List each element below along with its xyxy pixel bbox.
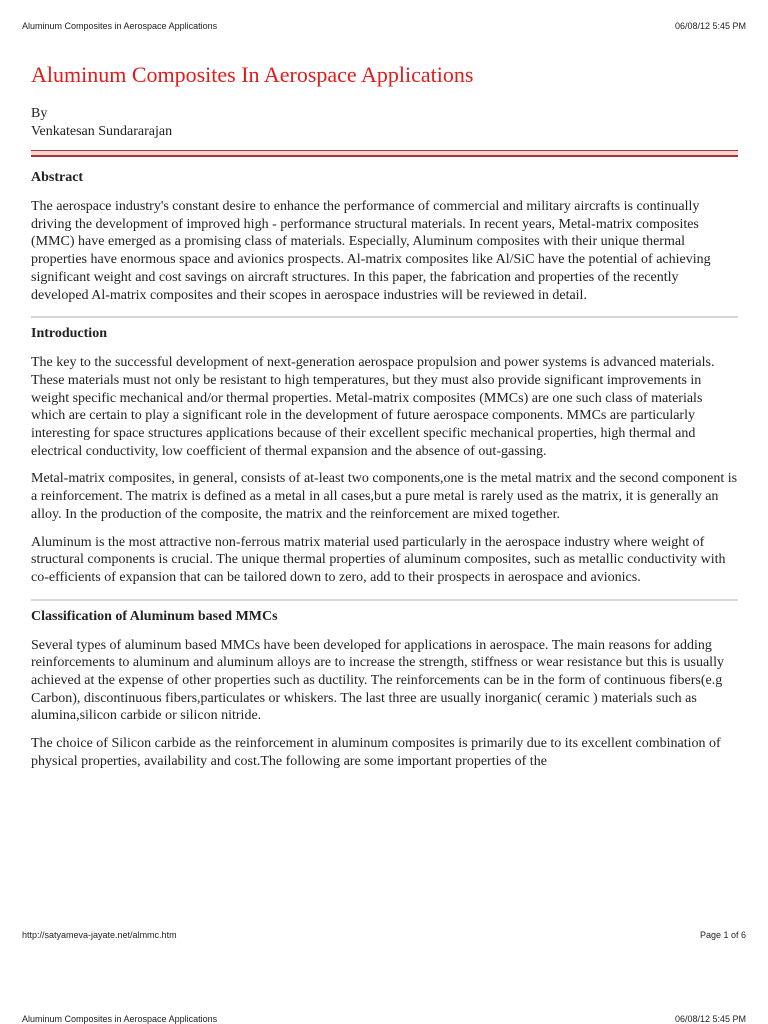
- section-divider: [31, 316, 738, 318]
- author-name: Venkatesan Sundararajan: [31, 124, 173, 139]
- page-indicator: Page 1 of 6: [699, 930, 746, 940]
- classification-paragraph-1: Several types of aluminum based MMCs have been developed for applications in aerospace. The main reasons for adding reinforcements to aluminum and aluminum alloys are to increase the strength, stiffness or wear resistance but this is usually achieved at the expense of other properties such as ductility. The reinforcements can be in the form of continuous fibers(e.g Carbon), discontinuous fibers,particulates or whiskers. The last three are usually inorganic( ceramic ) materials such as alumina,silicon carbide or silicon nitride.: [31, 637, 724, 724]
- print-header: [22, 22, 746, 31]
- classification-paragraph-2: The choice of Silicon carbide as the reinforcement in aluminum composites is primarily due to its excellent combination of physical properties, availability and cost.The following are some important properties of the: [31, 736, 721, 769]
- byline: [31, 105, 738, 141]
- section-divider: [31, 599, 738, 601]
- section-heading-introduction: Introduction: [31, 326, 107, 342]
- abstract-paragraph: The aerospace industry's constant desire to enhance the performance of commercial and military aircrafts is continually driving the development of improved high - performance structural materials. In recent years, Metal-matrix composites (MMC) have emerged as a promising class of materials. Especially, Aluminum composites with their unique thermal properties have enormous space and avionics prospects. Al-matrix composites like Al/SiC have the potential of achieving significant weight and cost savings on aircraft structures. In this paper, the fabrication and properties of the recently developed Al-matrix composites and their scopes in aerospace industries will be reviewed in detail.: [31, 199, 711, 303]
- by-label: By: [31, 106, 48, 121]
- title-divider: [31, 150, 738, 157]
- introduction-paragraph-2: Metal-matrix composites, in general, consists of at-least two components,one is the metal matrix and the second component is a reinforcement. The matrix is defined as a metal in all cases,but a pure metal is rarely used as the matrix, it is generally an alloy. In the production of the composite, the matrix and the reinforcement are mixed together.: [31, 471, 738, 522]
- page-title: Aluminum Composites In Aerospace Applications: [31, 62, 474, 87]
- introduction-paragraph-3: Aluminum is the most attractive non-ferrous matrix material used particularly in the aerospace industry where weight of structural components is crucial. The unique thermal properties of aluminum composites, such as metallic conductivity with co-efficients of expansion that can be tailored down to zero, add to their prospects in aerospace and avionics.: [31, 534, 726, 585]
- print-header-title: Aluminum Composites in Aerospace Applications: [22, 21, 218, 31]
- section-heading-classification: Classification of Aluminum based MMCs: [31, 608, 278, 624]
- section-heading-abstract: Abstract: [31, 170, 84, 185]
- source-url: http://satyameva-jayate.net/almmc.htm: [22, 930, 177, 940]
- print-header-datetime: 06/08/12 5:45 PM: [674, 21, 746, 31]
- article: [31, 58, 738, 771]
- next-page-header: [22, 1015, 746, 1024]
- introduction-paragraph-1: The key to the successful development of next-generation aerospace propulsion and power systems is advanced materials. These materials must not only be resistant to high temperatures, but they must also provide significant improvements in weight specific mechanical and/or thermal properties. Metal-matrix composites (MMCs) are one such class of materials which are certain to play a significant role in the development of future aerospace components. MMCs are particularly interesting for space structures applications because of their excellent specific mechanical properties, high thermal and electrical conductivity, low coefficient of thermal expansion and the absence of out-gassing.: [31, 355, 715, 459]
- next-page-header-title: Aluminum Composites in Aerospace Applications: [22, 1014, 218, 1024]
- print-footer: [22, 931, 746, 940]
- next-page-header-datetime: 06/08/12 5:45 PM: [674, 1014, 746, 1024]
